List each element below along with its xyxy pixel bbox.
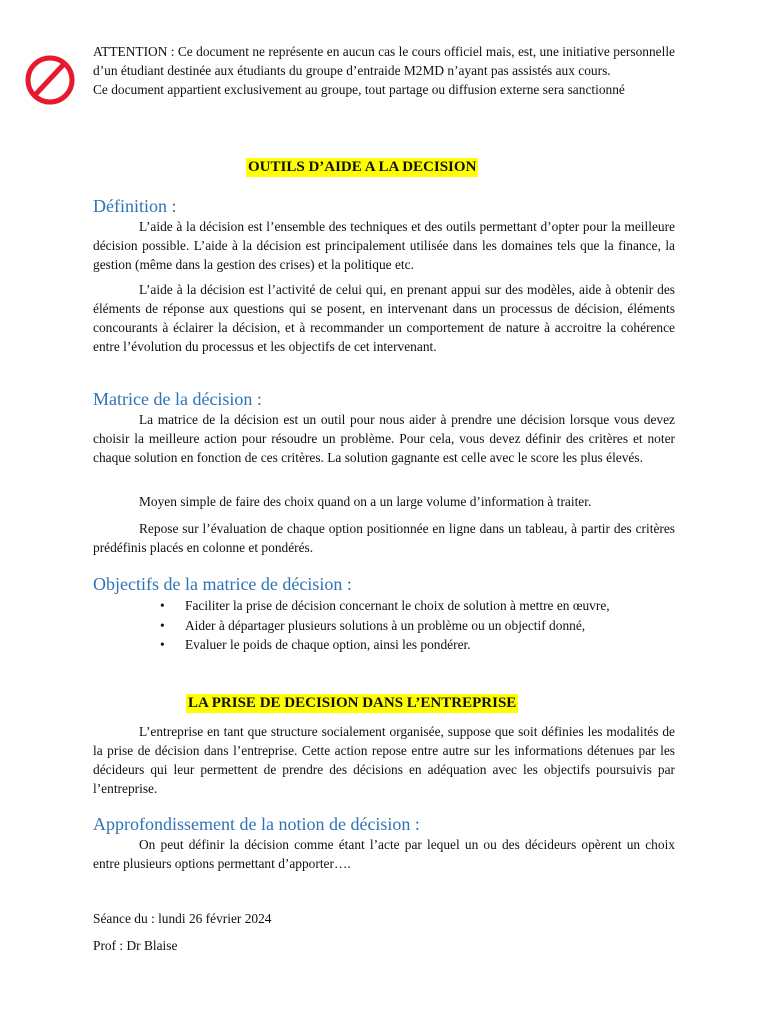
approfondissement-paragraph-1: On peut définir la décision comme étant l’acte par lequel un ou des décideurs opèrent un choix entre plusieurs options permettant d’apporter….: [93, 837, 675, 871]
matrice-paragraph-1: La matrice de la décision est un outil pour nous aider à prendre une décision lorsque vous devez choisir la meilleure action pour résoudre un problème. Pour cela, vous devez définir des critères et noter chaque solution en fonction de ces critères. La solution gagnante est celle avec le score les plus élevés.: [93, 412, 675, 465]
warning-notice: [93, 42, 675, 99]
title-prise-decision-entreprise: LA PRISE DE DECISION DANS L’ENTREPRISE: [188, 695, 517, 711]
heading-matrice-decision: Matrice de la décision :: [93, 389, 262, 409]
seance-date: Séance du : lundi 26 février 2024: [93, 911, 272, 926]
notice-line-2: Ce document appartient exclusivement au groupe, tout partage ou diffusion externe sera sanctionné: [93, 82, 625, 97]
professor-name: Prof : Dr Blaise: [93, 938, 178, 953]
heading-definition: Définition :: [93, 196, 177, 216]
bullet-icon: •: [160, 617, 165, 633]
heading-approfondissement: Approfondissement de la notion de décision :: [93, 814, 420, 834]
bullet-icon: •: [160, 637, 165, 652]
heading-objectifs-matrice: Objectifs de la matrice de décision :: [93, 574, 352, 594]
prohibited-icon: [24, 54, 76, 106]
bullet-icon: •: [160, 598, 165, 613]
list-item: • Aider à départager plusieurs solutions à un problème ou un objectif donné,: [160, 616, 680, 636]
objectifs-list: [160, 596, 680, 655]
definition-paragraph-2: L’aide à la décision est l’activité de celui qui, en prenant appui sur des modèles, aide à obtenir des éléments de réponse aux questions qui se posent, en intervenant dans un processus de décision, éléments concourants à éclairer la décision, et à recommander un comportement de nature à accroitre la cohérence entre l’évolution du processus et les objectifs de cet intervenant.: [93, 282, 675, 354]
definition-paragraph-1: L’aide à la décision est l’ensemble des techniques et des outils permettant d’opter pour la meilleure décision possible. L’aide à la décision est principalement utilisée dans les domaines tels que la finance, la gestion (même dans la gestion des crises) et la politique etc.: [93, 219, 675, 272]
list-item: • Evaluer le poids de chaque option, ainsi les pondérer.: [160, 635, 680, 655]
matrice-paragraph-3: Repose sur l’évaluation de chaque option positionnée en ligne dans un tableau, à partir des critères prédéfinis placés en colonne et pondérés.: [93, 521, 675, 555]
matrice-paragraph-2: Moyen simple de faire des choix quand on a un large volume d’information à traiter.: [139, 494, 592, 509]
entreprise-paragraph-1: L’entreprise en tant que structure socialement organisée, suppose que soit définies les modalités de la prise de décision dans l’entreprise. Cette action repose entre autre sur les informations détenues par les décideurs qui leur permettent de prendre des décisions en adéquation avec les objectifs poursuivis par l’entreprise.: [93, 724, 675, 796]
title-outils-aide-decision: OUTILS D’AIDE A LA DECISION: [248, 159, 477, 175]
list-item: • Faciliter la prise de décision concernant le choix de solution à mettre en œuvre,: [160, 596, 680, 616]
notice-line-1: ATTENTION : Ce document ne représente en aucun cas le cours officiel mais, est, une initiative personnelle d’un étudiant destinée aux étudiants du groupe d’entraide M2MD n’ayant pas assistés aux cours.: [93, 44, 675, 78]
